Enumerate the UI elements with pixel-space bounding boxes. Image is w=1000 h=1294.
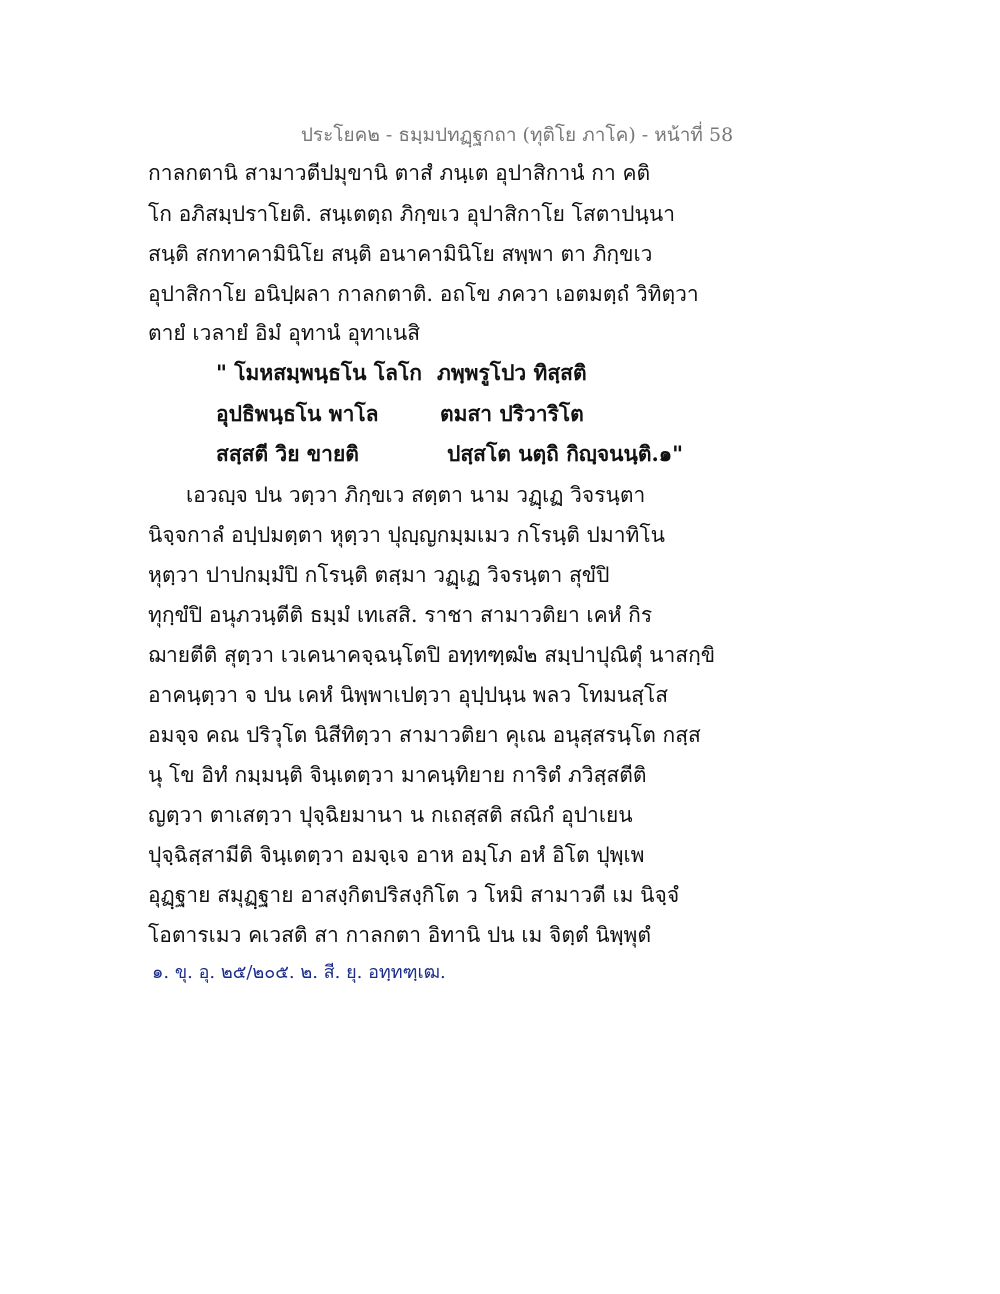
- text-line: เอวญฺจ ปน วตฺวา ภิกฺขเว สตฺตา นาม วฏฺเฏ วิจรนฺตา: [186, 483, 646, 507]
- verse-line-right: ภพฺพรูโปว ทิสฺสติ: [437, 360, 587, 385]
- text-line: กาลกตานิ สามาวตีปมุขานิ ตาสํ ภนฺเต อุปาสิกานํ กา คติ: [148, 161, 651, 185]
- text-line: อมจฺจ คณ ปริวุโต นิสีทิตฺวา สามาวติยา คุเณ อนุสฺสรนฺโต กสฺส: [148, 723, 701, 747]
- text-line: นุ โข อิทํ กมฺมนฺติ จินฺเตตฺวา มาคนฺทิยาย การิตํ ภวิสฺสตีติ: [148, 763, 647, 787]
- page-header: [0, 120, 1000, 150]
- text-line: โก อภิสมฺปราโยติ. สนฺเตตฺถ ภิกฺขเว อุปาสิกาโย โสตาปนฺนา: [148, 202, 676, 226]
- text-line: หุตฺวา ปาปกมฺมํปิ กโรนฺติ ตสฺมา วฏฺเฏ วิจรนฺตา สุขํปิ: [148, 563, 610, 587]
- text-line: โอตารเมว คเวสติ สา กาลกตา อิทานิ ปน เม จิตฺตํ นิพฺพุตํ: [148, 923, 651, 947]
- text-line: นิจฺจกาลํ อปฺปมตฺตา หุตฺวา ปุญฺญกมฺมเมว กโรนฺติ ปมาทิโน: [148, 523, 666, 547]
- text-line: ญตฺวา ตาเสตฺวา ปุจฺฉิยมานา น กเถสฺสติ สณิกํ อุปาเยน: [148, 803, 633, 827]
- header-text: ประโยค๒ - ธมฺมปทฏฺฐกถา (ทุติโย ภาโค) - หน้าที่ 58: [300, 124, 734, 146]
- verse-line-left: สสฺสตี วิย ขายติ: [216, 441, 359, 466]
- text-line: ปุจฺฉิสฺสามีติ จินฺเตตฺวา อมจฺเจ อาห อมฺโภ อหํ อิโต ปุพฺเพ: [148, 843, 645, 867]
- text-line: ทุกฺขํปิ อนุภวนฺตีติ ธมฺมํ เทเสสิ. ราชา สามาวติยา เคหํ กิร: [148, 603, 653, 627]
- text-line: สนฺติ สกทาคามินิโย สนฺติ อนาคามินิโย สพฺพา ตา ภิกฺขเว: [148, 242, 653, 266]
- footnote: ๑. ขุ. อุ. ๒๕/๒๐๕. ๒. สี. ยุ. อทฺทฑฺเฒ.: [152, 962, 446, 983]
- text-line: อาคนฺตฺวา จ ปน เคหํ นิพฺพาเปตฺวา อุปฺปนฺน พลว โทมนสฺโส: [148, 683, 669, 707]
- verse-line-right: ปสฺสโต นตฺถิ กิญฺจนนฺติ.๑": [447, 441, 684, 466]
- verse-line-left: อุปธิพนฺธโน พาโล: [216, 401, 379, 426]
- text-line: อุฏฺฐาย สมุฏฺฐาย อาสงฺกิตปริสงฺกิโต ว โหมิ สามาวตี เม นิจฺจํ: [148, 883, 680, 907]
- verse-line-left: " โมหสมฺพนฺธโน โลโก: [216, 360, 422, 385]
- text-line: ตายํ เวลายํ อิมํ อุทานํ อุทาเนสิ: [148, 321, 421, 345]
- text-line: อุปาสิกาโย อนิปฺผลา กาลกตาติ. อถโข ภควา เอตมตฺถํ วิทิตฺวา: [148, 282, 699, 306]
- text-line: ฌายตีติ สุตฺวา เวเคนาคจฺฉนฺโตปิ อทฺทฑฺฒํ๒ สมฺปาปุณิตุํ นาสกฺขิ: [148, 643, 716, 667]
- verse-line-right: ตมสา ปริวาริโต: [440, 401, 584, 426]
